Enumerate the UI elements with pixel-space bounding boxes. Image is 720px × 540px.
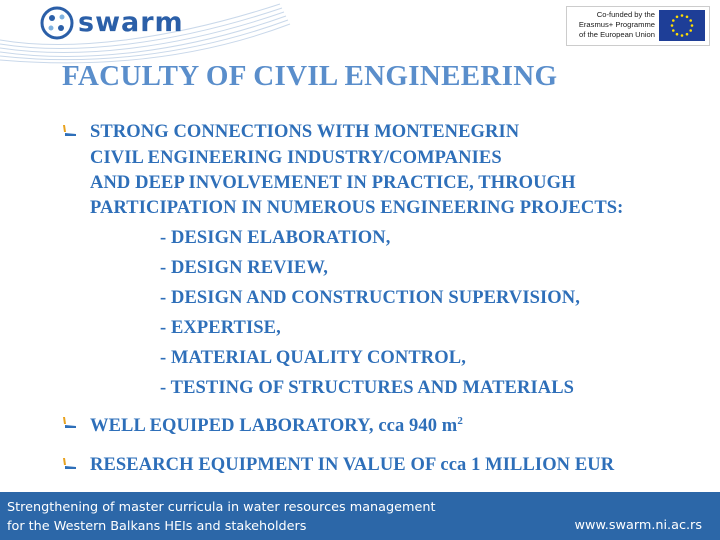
bullet-1-line-3: AND DEEP INVOLVEMENET IN PRACTICE, THROUGH: [90, 173, 576, 193]
slide-title: FACULTY OF CIVIL ENGINEERING: [62, 60, 558, 92]
bullet-3-text: RESEARCH EQUIPMENT IN VALUE OF cca 1 MILLION EUR: [90, 455, 615, 475]
swarm-logo-text: swarm: [78, 7, 184, 38]
sub-item: - MATERIAL QUALITY CONTROL,: [160, 348, 466, 368]
sub-item: - TESTING OF STRUCTURES AND MATERIALS: [160, 378, 575, 398]
superscript: 2: [457, 415, 463, 427]
footer-url: www.swarm.ni.ac.rs: [574, 518, 702, 533]
eu-cofunding-text: Co-funded by the Erasmus+ Programme of the European Union: [578, 10, 655, 39]
sub-item: - DESIGN AND CONSTRUCTION SUPERVISION,: [160, 288, 580, 308]
bullet-icon: [60, 457, 78, 471]
bullet-2-text: WELL EQUIPED LABORATORY, cca 940 $m^2$: [90, 415, 463, 437]
sub-item: - DESIGN ELABORATION,: [160, 228, 391, 248]
bullet-icon: [60, 416, 78, 430]
bullet-1-line-2: CIVIL ENGINEERING INDUSTRY/COMPANIES: [90, 148, 502, 168]
bullet-1-line-1: STRONG CONNECTIONS WITH MONTENEGRIN: [90, 122, 520, 142]
sub-item: - EXPERTISE,: [160, 318, 281, 338]
bullet-icon: [60, 124, 78, 138]
bullet-1-line-4: PARTICIPATION IN NUMEROUS ENGINEERING PROJECTS:: [90, 198, 624, 218]
footer-bar: [0, 492, 720, 540]
footer-project-title: Strengthening of master curricula in water resources management for the Western Balkans HEIs and stakeholders: [7, 500, 436, 534]
sub-item: - DESIGN REVIEW,: [160, 258, 328, 278]
